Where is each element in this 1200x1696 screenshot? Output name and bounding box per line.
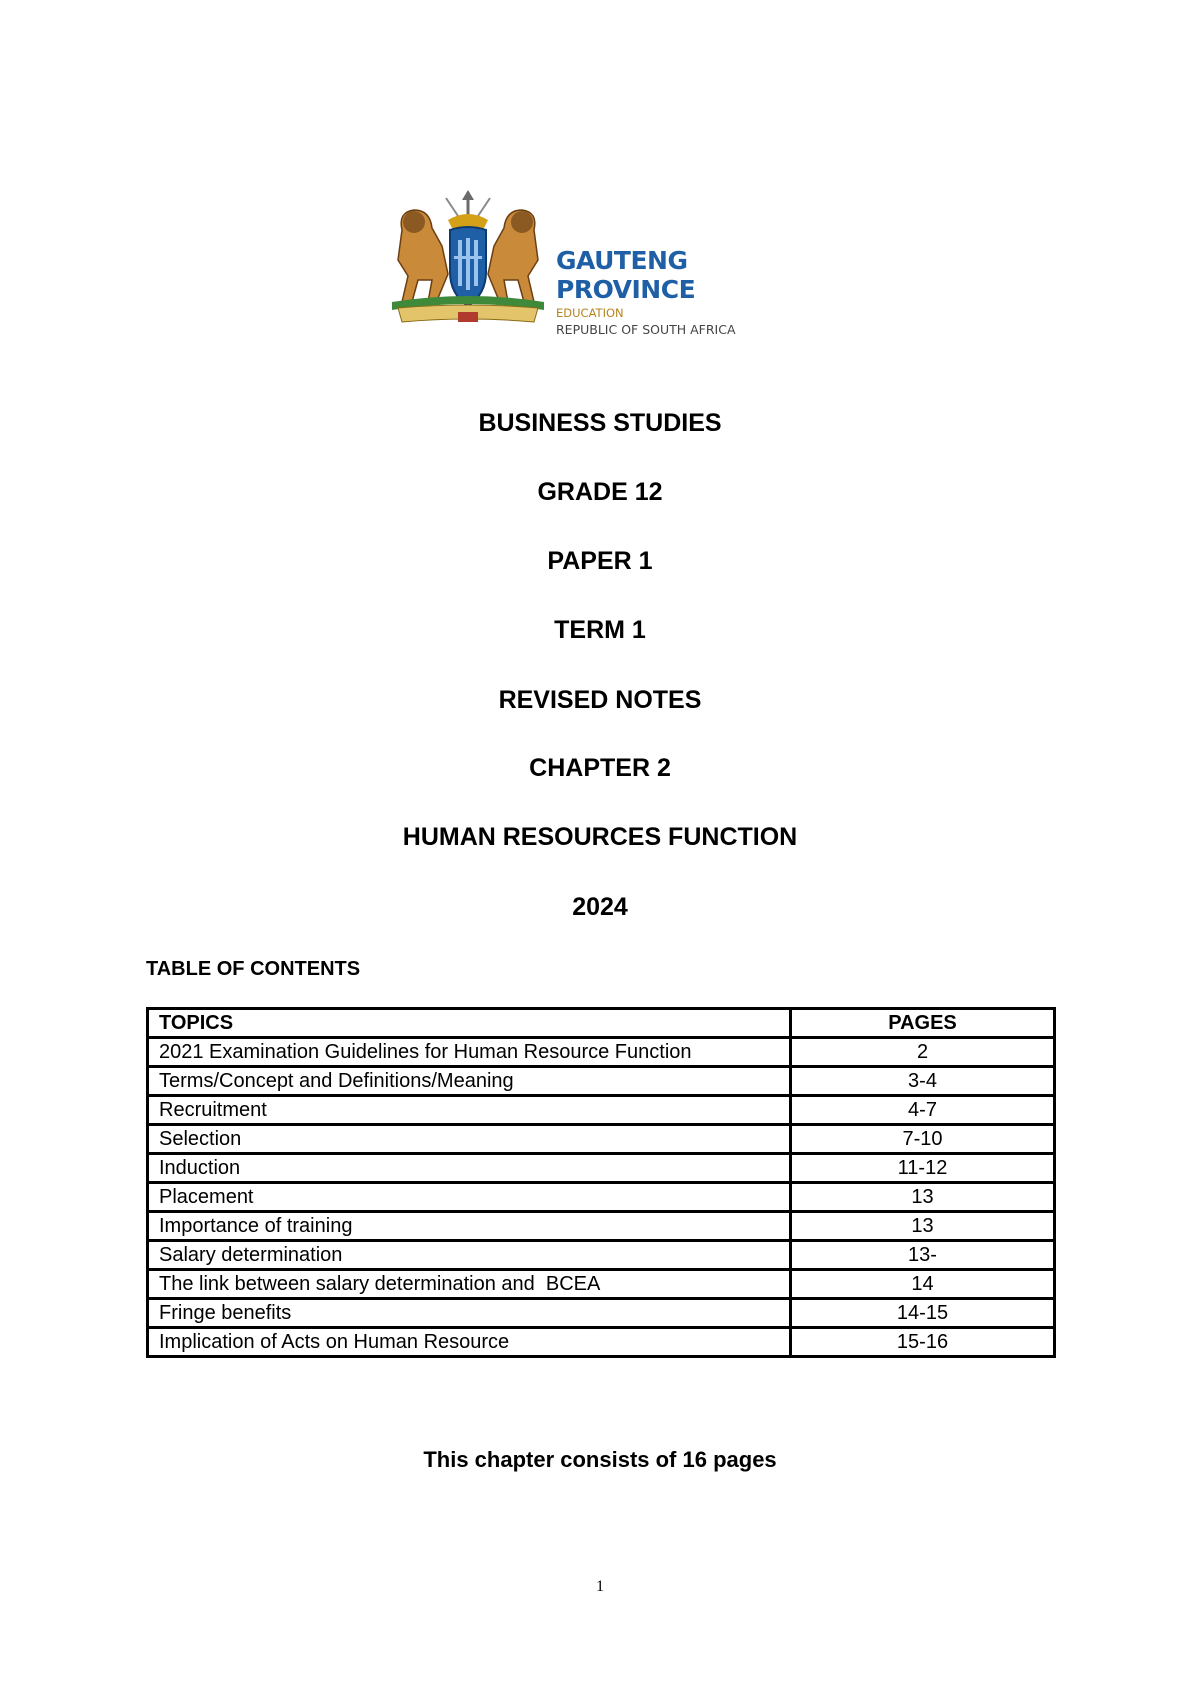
toc-pages: 13- [791,1241,1055,1270]
page-number: 1 [596,1578,604,1595]
toc-topic: Importance of training [148,1212,791,1241]
paper-heading: PAPER 1 [547,547,653,575]
table-row [148,1270,1055,1299]
toc-pages: 14-15 [791,1299,1055,1328]
toc-col-topics: TOPICS [148,1009,791,1038]
table-row [148,1154,1055,1183]
grade-heading: GRADE 12 [537,478,663,506]
toc-pages: 7-10 [791,1125,1055,1154]
toc-topic: Recruitment [148,1096,791,1125]
toc-topic: Fringe benefits [148,1299,791,1328]
table-row [148,1212,1055,1241]
logo-country: REPUBLIC OF SOUTH AFRICA [556,322,736,337]
toc-pages: 15-16 [791,1328,1055,1357]
table-row [148,1241,1055,1270]
coat-of-arms-icon [388,190,548,330]
toc-topic: Placement [148,1183,791,1212]
toc-pages: 3-4 [791,1067,1055,1096]
table-row [148,1299,1055,1328]
topic-heading: HUMAN RESOURCES FUNCTION [402,823,798,851]
page-count-note: This chapter consists of 16 pages [423,1447,777,1472]
logo-title: GAUTENG PROVINCE [556,246,696,304]
toc-table [146,1007,1056,1358]
table-row [148,1328,1055,1357]
toc-topic: 2021 Examination Guidelines for Human Resource Function [148,1038,791,1067]
table-row [148,1183,1055,1212]
gauteng-education-logo [388,190,828,337]
term-heading: TERM 1 [554,616,646,644]
toc-title: TABLE OF CONTENTS [146,958,361,980]
toc-pages: 11-12 [791,1154,1055,1183]
toc-topic: Salary determination [148,1241,791,1270]
toc-topic: The link between salary determination and BCEA [148,1270,791,1299]
table-row [148,1038,1055,1067]
toc-header-row [148,1009,1055,1038]
toc-pages: 13 [791,1183,1055,1212]
toc-pages: 2 [791,1038,1055,1067]
toc-topic: Selection [148,1125,791,1154]
toc-topic: Implication of Acts on Human Resource [148,1328,791,1357]
toc-topic: Terms/Concept and Definitions/Meaning [148,1067,791,1096]
toc-topic: Induction [148,1154,791,1183]
toc-pages: 14 [791,1270,1055,1299]
chapter-heading: CHAPTER 2 [529,754,671,782]
toc-pages: 4-7 [791,1096,1055,1125]
table-row [148,1125,1055,1154]
year-heading: 2024 [572,893,628,921]
table-row [148,1067,1055,1096]
revised-notes-heading: REVISED NOTES [498,686,702,714]
subject-heading: BUSINESS STUDIES [478,409,722,437]
toc-pages: 13 [791,1212,1055,1241]
toc-col-pages: PAGES [791,1009,1055,1038]
logo-department: EDUCATION [556,306,624,320]
table-row [148,1096,1055,1125]
logo-text [556,246,828,337]
